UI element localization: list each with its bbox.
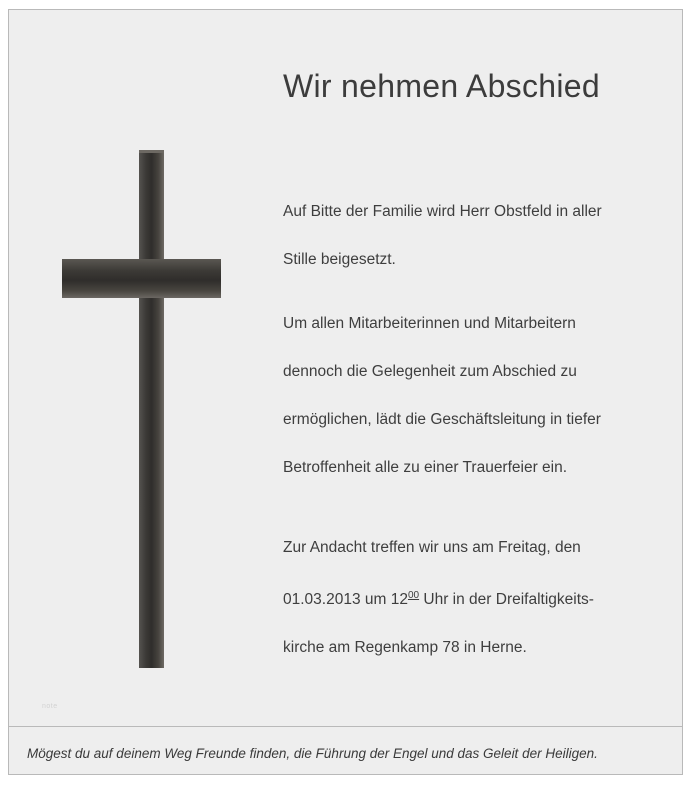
service-time-prefix: 01.03.2013 um 12 bbox=[283, 591, 408, 609]
text-column bbox=[275, 10, 675, 726]
memorial-card bbox=[8, 9, 683, 775]
paragraph-line: dennoch die Gelegenheit zum Abschied zu bbox=[283, 363, 577, 380]
cross-horizontal-beam bbox=[62, 259, 221, 298]
paragraph-line: Stille beigesetzt. bbox=[283, 251, 396, 268]
paragraph-family-notice bbox=[283, 188, 675, 284]
cross-vertical-beam bbox=[139, 150, 164, 668]
watermark-label: note bbox=[42, 703, 58, 710]
card-footer bbox=[9, 726, 682, 775]
service-line-3: kirche am Regenkamp 78 in Herne. bbox=[283, 639, 527, 657]
card-body bbox=[9, 10, 682, 726]
service-time-minutes: 00 bbox=[407, 590, 420, 601]
cross-graphic bbox=[31, 140, 251, 680]
paragraph-line: ermöglichen, lädt die Geschäftsleitung in tiefer bbox=[283, 411, 601, 428]
paragraph-line: Auf Bitte der Familie wird Herr Obstfeld in aller bbox=[283, 203, 602, 220]
page-title: Wir nehmen Abschied bbox=[283, 68, 600, 104]
cross-top-highlight bbox=[139, 150, 164, 153]
service-line-1: Zur Andacht treffen wir uns am Freitag, den bbox=[283, 539, 581, 556]
paragraph-ceremony-invite bbox=[283, 300, 675, 492]
paragraph-service-details bbox=[283, 524, 675, 672]
service-location-prefix: Uhr in der Dreifaltigkeits- bbox=[419, 591, 594, 609]
service-line-2 bbox=[283, 572, 675, 624]
paragraph-line: Betroffenheit alle zu einer Trauerfeier ein. bbox=[283, 459, 568, 476]
paragraph-line: Um allen Mitarbeiterinnen und Mitarbeitern bbox=[283, 315, 576, 332]
footer-blessing-text: Mögest du auf deinem Weg Freunde finden, die Führung der Engel und das Geleit der Heiligen. bbox=[27, 746, 598, 761]
